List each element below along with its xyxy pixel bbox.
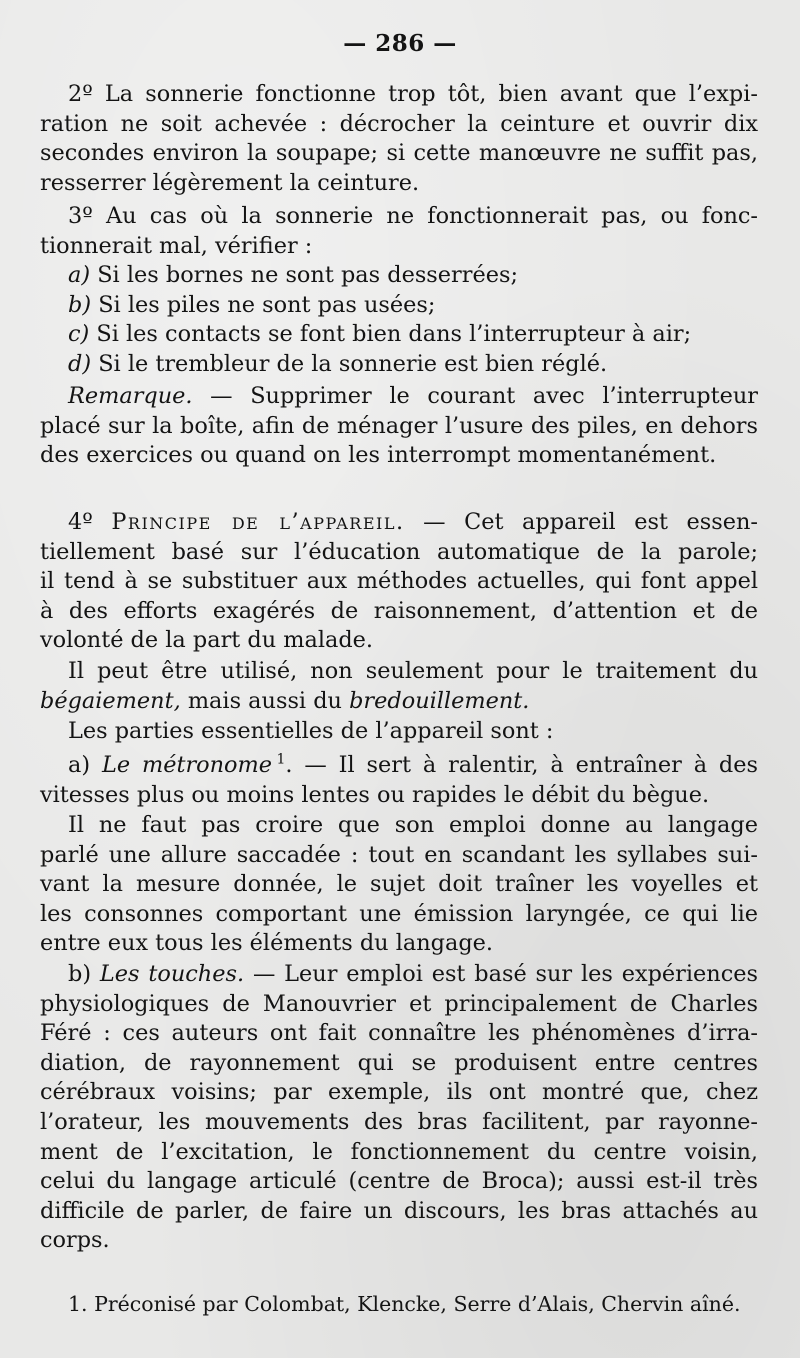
page-number: — 286 — xyxy=(343,30,457,57)
text-line: Il ne faut pas croire que son emploi donne au langage xyxy=(68,812,758,838)
text-line: tiellement basé sur l’éducation automatique de la parole; xyxy=(40,538,758,565)
paragraph-parts xyxy=(40,717,758,747)
section-text: — Cet appareil est essen- xyxy=(423,509,759,535)
text-line: volonté de la part du malade. xyxy=(40,627,374,654)
text-line xyxy=(40,960,758,990)
text-line: entre eux tous les éléments du langage. xyxy=(40,930,494,957)
check-text: Si les piles ne sont pas usées; xyxy=(98,291,436,318)
check-letter: d) xyxy=(68,350,92,377)
metronome-text: . — Il sert à ralentir, à entraîner à des xyxy=(285,752,758,778)
text-line: physiologiques de Manouvrier et principalement de Charles xyxy=(40,990,758,1017)
check-item xyxy=(40,261,758,291)
section-number: 4º xyxy=(68,509,93,535)
check-text: Si les contacts se font bien dans l’interrupteur à air; xyxy=(96,321,692,348)
text-line xyxy=(40,687,758,717)
check-text: Si le trembleur de la sonnerie est bien réglé. xyxy=(98,350,608,377)
text-fragment: mais aussi du xyxy=(187,687,342,714)
metronome-title: Le métronome xyxy=(101,752,273,778)
text-line: Les parties essentielles de l’appareil sont : xyxy=(68,718,554,744)
check-item xyxy=(40,291,758,321)
section-heading: Principe de l’appareil. xyxy=(111,509,405,535)
footnote-ref: 1 xyxy=(276,751,286,768)
term-begaiement: bégaiement, xyxy=(40,687,181,714)
check-item xyxy=(40,320,758,350)
paragraph-metronome xyxy=(40,751,758,810)
term-bredouillement: bredouillement. xyxy=(349,687,530,714)
text-line: diation, de rayonnement qui se produisent entre centres xyxy=(40,1049,758,1076)
text-line xyxy=(40,751,758,781)
remark-label: Remarque. xyxy=(68,383,193,409)
text-line: 2º La sonnerie fonctionne trop tôt, bien avant que l’expi- xyxy=(68,81,758,107)
text-line xyxy=(40,508,758,538)
text-line: secondes environ la soupape; si cette manœuvre ne suffit pas, xyxy=(40,140,758,167)
paragraph-bell-too-early xyxy=(40,80,758,198)
text-line: à des efforts exagérés de raisonnement, d’attention et de xyxy=(40,597,758,624)
text-line: celui du langage articulé (centre de Broca); aussi est-il très xyxy=(40,1168,758,1195)
text-line: des exercices ou quand on les interrompt momentanément. xyxy=(40,442,717,469)
touches-text: — Leur emploi est basé sur les expériences xyxy=(252,961,758,987)
text-line: les consonnes comportant une émission laryngée, ce qui lie xyxy=(40,900,758,927)
text-line: vitesses plus ou moins lentes ou rapides le débit du bègue. xyxy=(40,781,710,808)
text-line: ment de l’excitation, le fonctionnement du centre voisin, xyxy=(40,1138,758,1165)
paragraph-usage xyxy=(40,657,758,716)
check-letter: a) xyxy=(68,262,91,289)
check-text: Si les bornes ne sont pas desserrées; xyxy=(97,262,518,289)
paragraph-touches xyxy=(40,960,758,1256)
item-letter: a) xyxy=(68,752,91,778)
item-letter: b) xyxy=(68,961,92,987)
text-line: parlé une allure saccadée : tout en scandant les syllabes sui- xyxy=(40,841,758,868)
text-line: cérébraux voisins; par exemple, ils ont montré que, chez xyxy=(40,1079,758,1106)
text-line: ration ne soit achevée : décrocher la ceinture et ouvrir dix xyxy=(40,110,758,137)
text-line: tionnerait mal, vérifier : xyxy=(40,232,313,259)
touches-title: Les touches. xyxy=(99,961,245,987)
check-item xyxy=(40,350,758,380)
paragraph-remark xyxy=(40,382,758,471)
text-line: l’orateur, les mouvements des bras facilitent, par rayonne- xyxy=(40,1108,758,1135)
check-letter: b) xyxy=(68,291,92,318)
paragraph-bell-not-working xyxy=(40,202,758,380)
section-principle xyxy=(40,508,758,656)
text-line: Il peut être utilisé, non seulement pour le traitement du xyxy=(68,658,758,684)
check-letter: c) xyxy=(68,321,90,348)
text-line xyxy=(40,382,758,412)
text-line: corps. xyxy=(40,1227,110,1254)
text-line: placé sur la boîte, afin de ménager l’usure des piles, en dehors xyxy=(40,412,758,439)
paragraph-rhythm xyxy=(40,811,758,959)
remark-text: — Supprimer le courant avec l’interrupteur xyxy=(210,383,758,409)
text-line: il tend à se substituer aux méthodes actuelles, qui font appel xyxy=(40,568,758,595)
text-line: vant la mesure donnée, le sujet doit traîner les voyelles et xyxy=(40,871,758,898)
text-line: Féré : ces auteurs ont fait connaître les phénomènes d’irra- xyxy=(40,1020,758,1047)
text-line: resserrer légèrement la ceinture. xyxy=(40,169,420,196)
text-line: difficile de parler, de faire un discours, les bras attachés au xyxy=(40,1197,758,1224)
footnote: 1. Préconisé par Colombat, Klencke, Serre d’Alais, Chervin aîné. xyxy=(68,1292,741,1316)
text-line: 3º Au cas où la sonnerie ne fonctionnerait pas, ou fonc- xyxy=(68,203,758,229)
